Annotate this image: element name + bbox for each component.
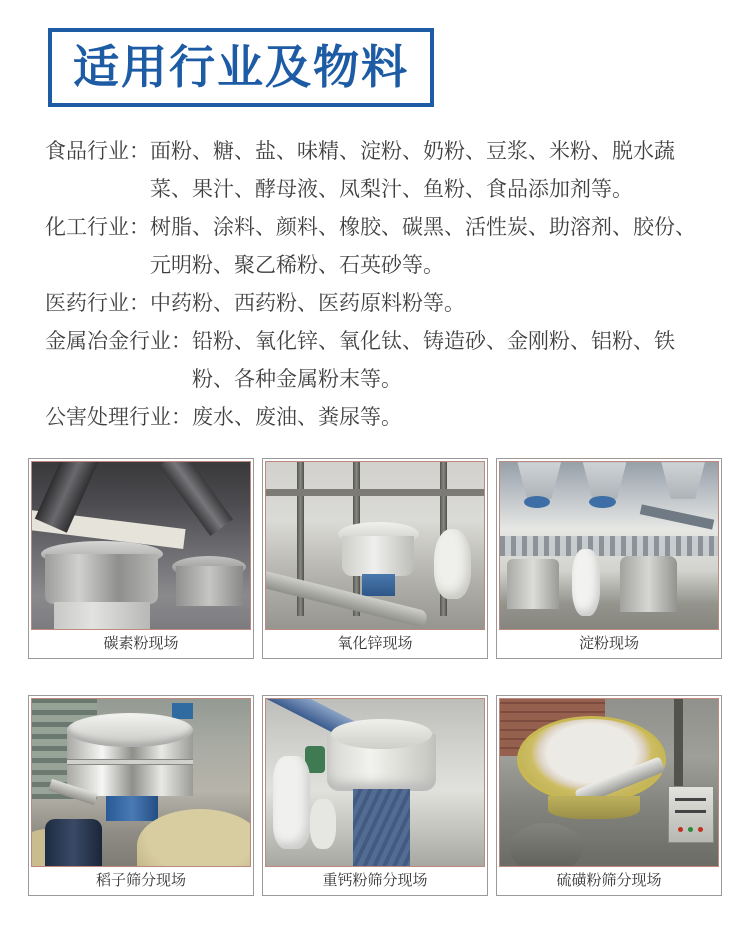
industry-label: 化工行业： (45, 216, 150, 240)
industry-list (45, 133, 714, 437)
machine-base-shape (54, 602, 150, 629)
photo-carbon-powder-site (31, 461, 251, 630)
photo-caption: 硫磺粉筛分现场 (556, 872, 662, 890)
blue-flange-shape (524, 496, 550, 508)
hopper-shape (517, 462, 561, 499)
machine-shape (507, 559, 559, 609)
industry-item-food (45, 133, 714, 209)
sieve-drum-top-shape (67, 713, 193, 747)
industry-label: 公害处理行业： (45, 406, 192, 430)
powder-bag-shape (273, 756, 310, 850)
powder-bag-shape (310, 799, 336, 849)
section-title-box (48, 28, 434, 107)
sieve-drum-body-shape (45, 554, 158, 604)
photo-caption: 氧化锌现场 (337, 635, 413, 653)
sieve-drum-body-shape (342, 536, 414, 576)
section-title: 适用行业及物料 (73, 41, 409, 93)
gallery-cell-carbon-powder (28, 458, 254, 659)
powder-bag-shape (434, 529, 471, 599)
photo-gallery (28, 458, 722, 896)
pipe-shape (160, 461, 234, 536)
hopper-shape (661, 462, 705, 499)
blue-panel-shape (172, 703, 194, 720)
drum-clamp-band-shape (67, 759, 193, 765)
gallery-cell-starch (496, 458, 722, 659)
platform-deck-shape (500, 536, 718, 556)
pipe-shape (265, 567, 429, 628)
gallery-cell-zinc-oxide (262, 458, 488, 659)
industry-item-pharma (45, 285, 714, 323)
industry-label: 金属冶金行业： (45, 330, 192, 354)
industry-materials: 树脂、涂料、颜料、橡胶、碳黑、活性炭、助溶剂、胶份、元明粉、聚乙稀粉、石英砂等。 (150, 216, 696, 278)
machine-base-shape (362, 574, 395, 596)
grain-bin-shape (45, 819, 102, 866)
industry-label: 食品行业： (45, 140, 150, 164)
photo-caption: 稻子筛分现场 (95, 872, 186, 890)
machine-shape (620, 556, 677, 613)
industry-materials: 废水、废油、粪尿等。 (192, 406, 402, 430)
photo-caption: 重钙粉筛分现场 (322, 872, 428, 890)
photo-rice-sieving-site (31, 698, 251, 867)
photo-caption: 碳素粉现场 (103, 635, 179, 653)
machine-base-shape (106, 796, 158, 821)
powder-bag-shape (572, 549, 600, 616)
photo-starch-site (499, 461, 719, 630)
photo-zinc-oxide-site (265, 461, 485, 630)
industry-item-metallurgy (45, 323, 714, 399)
control-cabinet-shape (668, 786, 714, 843)
industry-item-waste (45, 399, 714, 437)
frame-beam-shape (266, 489, 484, 496)
industry-materials: 中药粉、西药粉、医药原料粉等。 (150, 292, 465, 316)
industry-materials: 面粉、糖、盐、味精、淀粉、奶粉、豆浆、米粉、脱水蔬菜、果汁、酵母液、凤梨汁、鱼粉、食品添加剂等。 (150, 140, 675, 202)
sieve-rim-shape (548, 796, 640, 819)
photo-caption: 淀粉现场 (578, 635, 639, 653)
industry-materials: 铅粉、氧化锌、氧化钛、铸造砂、金刚粉、铝粉、铁粉、各种金属粉末等。 (192, 330, 675, 392)
hopper-shape (583, 462, 627, 499)
industry-item-chemical (45, 209, 714, 285)
sieve-drum-top-shape (331, 719, 431, 749)
drum-lid-shape (509, 823, 583, 867)
blue-flange-shape (589, 496, 615, 508)
gallery-cell-calcium (262, 695, 488, 896)
gallery-cell-rice (28, 695, 254, 896)
photo-sulfur-powder-site (499, 698, 719, 867)
pipe-shape (639, 505, 714, 530)
sieve-drum-body-shape (176, 566, 244, 606)
machine-column-shape (353, 789, 410, 866)
gallery-cell-sulfur (496, 695, 722, 896)
photo-calcium-powder-site (265, 698, 485, 867)
industry-label: 医药行业： (45, 292, 150, 316)
